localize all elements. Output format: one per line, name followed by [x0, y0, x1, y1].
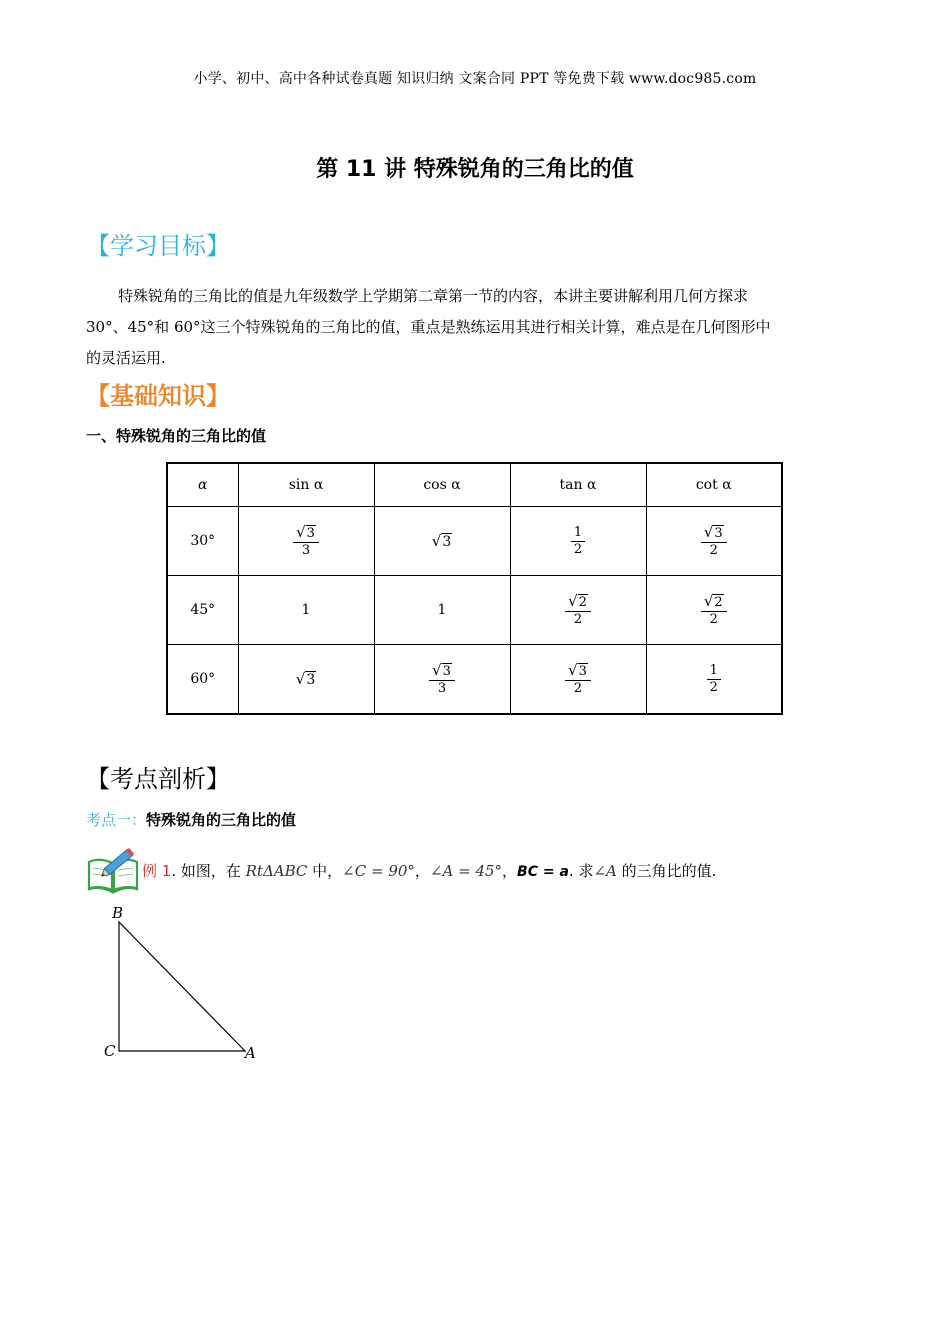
radical-sign-icon: √: [296, 522, 306, 541]
trig-values-table: [166, 462, 783, 715]
goals-line-3: 的灵活运用.: [86, 349, 166, 367]
fraction-denominator: 2: [573, 680, 583, 696]
example-text: . 求: [568, 862, 594, 880]
header-cos: cos α: [374, 463, 510, 507]
kaodian-line: [86, 809, 296, 830]
header-tan: tan α: [510, 463, 646, 507]
radicand: 3: [714, 525, 723, 541]
fraction-denominator: 2: [573, 611, 583, 627]
example-math-bc: BC = a: [517, 864, 569, 880]
radicand: 3: [306, 525, 315, 541]
sqrt-expression: [432, 662, 452, 680]
example-math-triangle: RtΔABC: [245, 862, 308, 880]
radicand: 3: [442, 534, 452, 550]
kaodian-text: 特殊锐角的三角比的值: [146, 811, 297, 829]
fraction: [571, 525, 585, 558]
lecture-title: 第 11 讲 特殊锐角的三角比的值: [316, 157, 634, 182]
radical-sign-icon: √: [568, 591, 578, 610]
example-math-angle-a: ∠A = 45°: [429, 862, 503, 880]
fraction-denominator: 3: [301, 542, 311, 558]
vertex-label-c: C: [104, 1042, 116, 1060]
table-header-row: [167, 463, 782, 507]
fraction: [565, 593, 591, 628]
cell-cot: [646, 645, 782, 715]
fraction-numerator: [429, 662, 455, 681]
example-math-angle-a-2: ∠A: [593, 862, 617, 880]
basics-subheading: 一、特殊锐角的三角比的值: [86, 427, 267, 445]
example-text: ，: [414, 862, 430, 880]
example-1-line: [142, 860, 716, 881]
sqrt-expression: [704, 593, 724, 611]
radicand: 3: [442, 663, 451, 679]
fraction: [701, 593, 727, 628]
cell-tan: [510, 645, 646, 715]
cell-cos: 1: [374, 576, 510, 645]
cell-angle: 60°: [167, 645, 238, 715]
fraction-denominator: 2: [709, 611, 718, 627]
fraction-denominator: 3: [437, 680, 447, 696]
goals-line-2: 30°、45°和 60°这三个特殊锐角的三角比的值，重点是熟练运用其进行相关计算，难点是在几何图形中: [86, 318, 771, 336]
example-text: ，: [502, 862, 518, 880]
cell-cos: [374, 507, 510, 576]
fraction-numerator: [701, 593, 727, 612]
sqrt-expression: [568, 662, 588, 680]
example-math-angle-c: ∠C = 90°: [342, 862, 415, 880]
cell-cot: [646, 507, 782, 576]
radical-sign-icon: √: [432, 660, 442, 679]
radical-sign-icon: √: [703, 591, 714, 610]
example-text: 中，: [307, 862, 343, 880]
radical-sign-icon: √: [431, 532, 442, 550]
triangle-figure: [100, 900, 270, 1070]
vertex-label-a: A: [245, 1044, 256, 1062]
fraction: [707, 663, 721, 696]
fraction-denominator: 2: [709, 679, 718, 695]
fraction-numerator: [293, 524, 319, 543]
sqrt-expression: [296, 670, 316, 688]
cell-cot: [646, 576, 782, 645]
section-basics-heading: 【基础知识】: [86, 382, 230, 410]
example-label: 例 1: [142, 862, 172, 880]
cell-cos: [374, 645, 510, 715]
fraction-numerator: [565, 593, 591, 612]
fraction-numerator: [565, 662, 591, 681]
book-pencil-icon: [86, 848, 140, 894]
cell-angle: 30°: [167, 507, 238, 576]
fraction-numerator: [701, 524, 727, 543]
sqrt-expression: [296, 524, 316, 542]
radicand: 3: [578, 663, 587, 679]
fraction-denominator: 2: [709, 542, 718, 558]
cell-angle: 45°: [167, 576, 238, 645]
cell-sin: 1: [238, 576, 374, 645]
radical-sign-icon: √: [703, 522, 714, 541]
radicand: 2: [578, 594, 587, 610]
table-row: [167, 576, 782, 645]
triangle-abc: [119, 922, 245, 1051]
sqrt-expression: [568, 593, 588, 611]
header-sin: sin α: [238, 463, 374, 507]
table-row: [167, 507, 782, 576]
section-analysis-heading: 【考点剖析】: [86, 765, 230, 793]
radical-sign-icon: √: [568, 660, 578, 679]
fraction-denominator: 2: [573, 541, 583, 557]
section-goals-heading: 【学习目标】: [86, 232, 230, 260]
fraction: [429, 662, 455, 697]
goals-line-1: 特殊锐角的三角比的值是九年级数学上学期第二章第一节的内容，本讲主要讲解利用几何方探求: [118, 287, 749, 305]
header-cot: cot α: [646, 463, 782, 507]
fraction-numerator: 1: [707, 663, 721, 680]
cell-tan: [510, 507, 646, 576]
example-text: . 如图，在: [171, 862, 246, 880]
table-row: [167, 645, 782, 715]
fraction: [565, 662, 591, 697]
goals-paragraph: [86, 281, 866, 374]
cell-tan: [510, 576, 646, 645]
kaodian-label: 考点一：: [86, 811, 147, 829]
fraction: [293, 524, 319, 559]
vertex-label-b: B: [112, 904, 124, 922]
sqrt-expression: [432, 532, 452, 550]
radicand: 2: [714, 594, 723, 610]
cell-sin: [238, 645, 374, 715]
page-header: 小学、初中、高中各种试卷真题 知识归纳 文案合同 PPT 等免费下载 www.doc985.com: [193, 71, 757, 87]
sqrt-expression: [704, 524, 724, 542]
cell-sin: [238, 507, 374, 576]
fraction: [701, 524, 727, 559]
radical-sign-icon: √: [295, 670, 306, 688]
radicand: 3: [306, 672, 316, 688]
header-alpha: α: [167, 463, 238, 507]
example-text: 的三角比的值.: [616, 862, 717, 880]
fraction-numerator: 1: [571, 525, 585, 542]
